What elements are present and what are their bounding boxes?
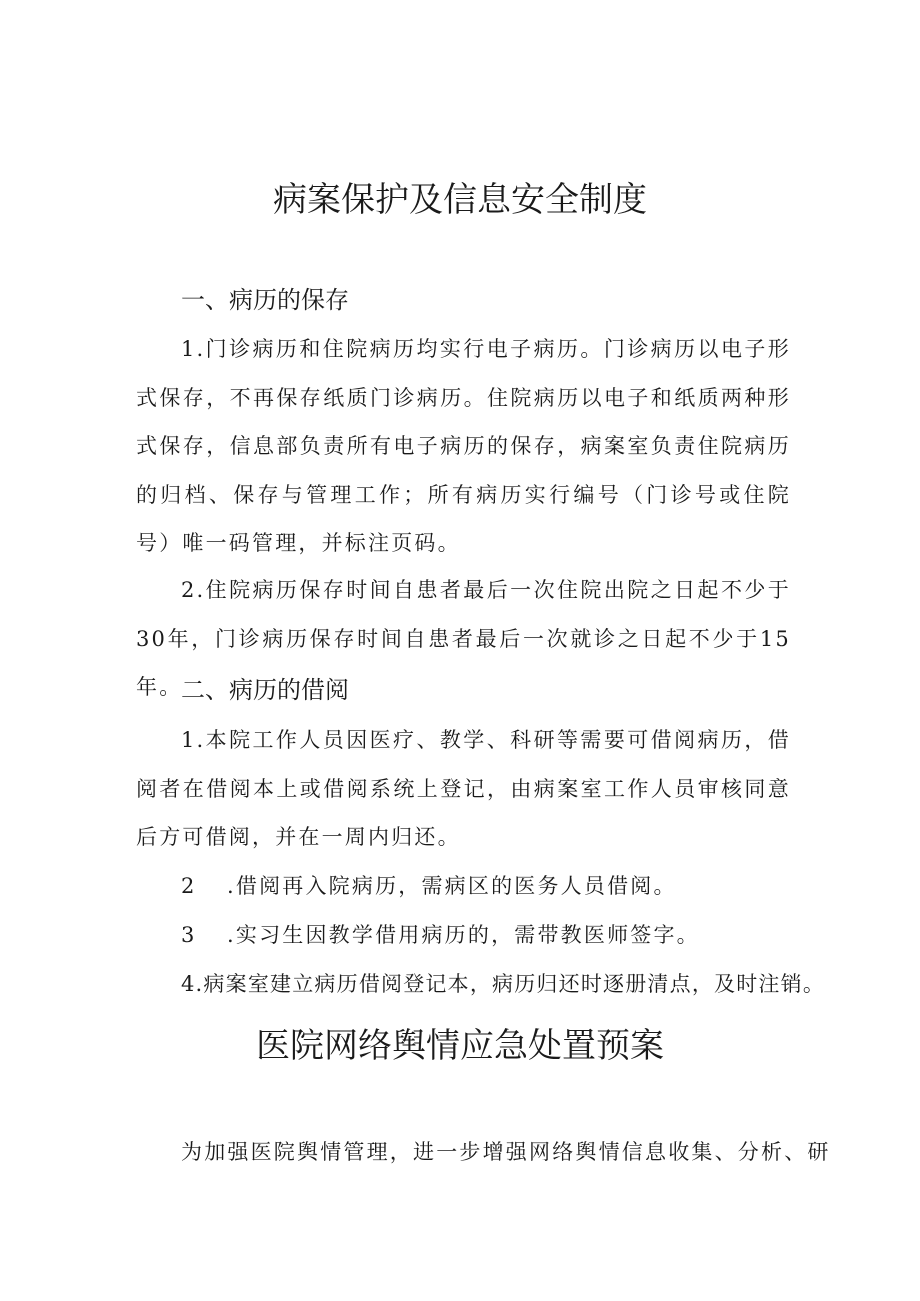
item-text: .实习生因教学借用病历的，需带教医师签字。 <box>227 923 700 947</box>
paragraph-borrowing-item-2 <box>181 871 677 901</box>
paragraph-intro: 为加强医院舆情管理，进一步增强网络舆情信息收集、分析、研 <box>181 1140 831 1164</box>
paragraph-storage-item-1: 1.门诊病历和住院病历均实行电子病历。门诊病历以电子形式保存，不再保存纸质门诊病历。住院病历以电子和纸质两种形式保存，信息部负责所有电子病历的保存，病案室负责住院病历的归档、保存与管理工作；所有病历实行编号（门诊号或住院号）唯一码管理，并标注页码。 <box>136 337 791 555</box>
item-number: 2 <box>181 874 197 898</box>
paragraph-borrowing-item-4: 4.病案室建立病历借阅登记本，病历归还时逐册清点，及时注销。 <box>181 972 826 996</box>
section-heading-storage: 一、病历的保存 <box>181 286 349 314</box>
paragraph-borrowing-item-1: 1.本院工作人员因医疗、教学、科研等需要可借阅病历，借阅者在借阅本上或借阅系统上登记，由病案室工作人员审核同意后方可借阅，并在一周内归还。 <box>136 728 791 849</box>
item-number: 3 <box>181 923 197 947</box>
document-title: 病案保护及信息安全制度 <box>273 180 647 220</box>
paragraph-storage-item-2: 2.住院病历保存时间自患者最后一次住院出院之日起不少于30年，门诊病历保存时间自患者最后一次就诊之日起不少于15年。 <box>136 578 791 699</box>
section-heading-borrowing: 二、病历的借阅 <box>181 676 349 704</box>
item-text: .借阅再入院病历，需病区的医务人员借阅。 <box>227 874 677 898</box>
paragraph-borrowing-item-3 <box>181 920 700 950</box>
second-document-title: 医院网络舆情应急处置预案 <box>256 1026 664 1066</box>
